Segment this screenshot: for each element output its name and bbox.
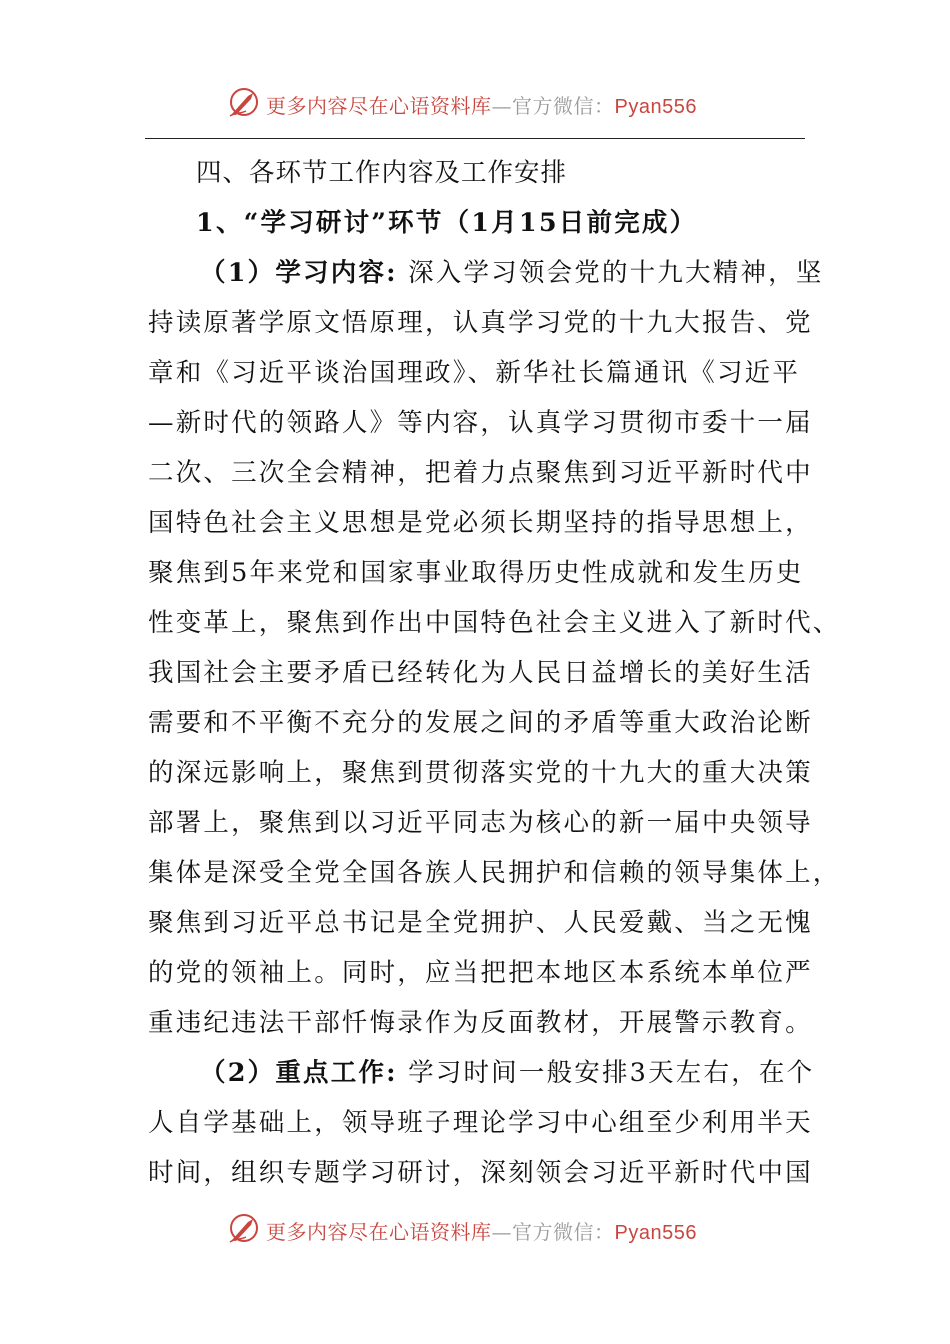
paragraph-line: 的党的领袖上。同时，应当把把本地区本系统本单位严: [148, 958, 813, 988]
paragraph-line: 持读原著学原文悟原理，认真学习党的十九大报告、党: [148, 308, 813, 338]
paragraph-line: 集体是深受全党全国各族人民拥护和信赖的领导集体上，: [148, 858, 841, 888]
subsection-heading: 1、“学习研讨”环节（1月15日前完成）: [196, 208, 698, 238]
watermark-separator: —: [491, 94, 512, 118]
paragraph-line: 二次、三次全会精神，把着力点聚焦到习近平新时代中: [148, 458, 813, 488]
watermark-wechat-id: Pyan556: [614, 96, 697, 118]
watermark-main: 更多内容尽在心语资料库: [266, 94, 492, 118]
watermark-separator: —: [491, 1220, 512, 1244]
paragraph-line: 时间，组织专题学习研讨，深刻领会习近平新时代中国: [148, 1158, 813, 1188]
watermark-wechat-id: Pyan556: [614, 1222, 697, 1244]
watermark-text: [266, 1216, 697, 1245]
header-divider: [145, 138, 805, 139]
paragraph-label: （2）重点工作:: [200, 1058, 398, 1088]
paragraph-line: 章和《习近平谈治国理政》、新华社长篇通讯《习近平: [148, 358, 801, 388]
paragraph-label: （1）学习内容:: [200, 258, 398, 288]
paragraph-line: 人自学基础上，领导班子理论学习中心组至少利用半天: [148, 1108, 813, 1138]
paragraph-line: [148, 1048, 815, 1098]
watermark-wechat-label: 官方微信：: [512, 94, 615, 118]
paragraph-line: 的深远影响上，聚焦到贯彻落实党的十九大的重大决策: [148, 758, 813, 788]
paragraph-line: 性变革上，聚焦到作出中国特色社会主义进入了新时代、: [148, 608, 841, 638]
section-heading: 四、各环节工作内容及工作安排: [196, 158, 568, 188]
header-watermark: [0, 82, 950, 122]
paragraph-line: 聚焦到5年来党和国家事业取得历史性成就和发生历史: [148, 558, 804, 588]
paragraph-line: 部署上，聚焦到以习近平同志为核心的新一届中央领导: [148, 808, 813, 838]
watermark-main: 更多内容尽在心语资料库: [266, 1220, 492, 1244]
paragraph-line: 国特色社会主义思想是党必须长期坚持的指导思想上，: [148, 508, 813, 538]
pen-logo-icon: [226, 1210, 262, 1246]
paragraph-line: [148, 248, 824, 298]
paragraph-text: 深入学习领会党的十九大精神，坚: [408, 258, 824, 288]
watermark-wechat-label: 官方微信：: [512, 1220, 615, 1244]
watermark-text: [266, 90, 697, 119]
paragraph-line: 我国社会主要矛盾已经转化为人民日益增长的美好生活: [148, 658, 813, 688]
paragraph-line: —新时代的领路人》等内容，认真学习贯彻市委十一届: [148, 408, 813, 438]
paragraph-line: 需要和不平衡不充分的发展之间的矛盾等重大政治论断: [148, 708, 813, 738]
footer-watermark: [0, 1208, 950, 1248]
pen-logo-icon: [226, 84, 262, 120]
document-body: [148, 148, 841, 1198]
paragraph-line: 重违纪违法干部忏悔录作为反面教材，开展警示教育。: [148, 1008, 813, 1038]
paragraph-line: 聚焦到习近平总书记是全党拥护、人民爱戴、当之无愧: [148, 908, 813, 938]
paragraph-text: 学习时间一般安排3天左右，在个: [408, 1058, 815, 1088]
